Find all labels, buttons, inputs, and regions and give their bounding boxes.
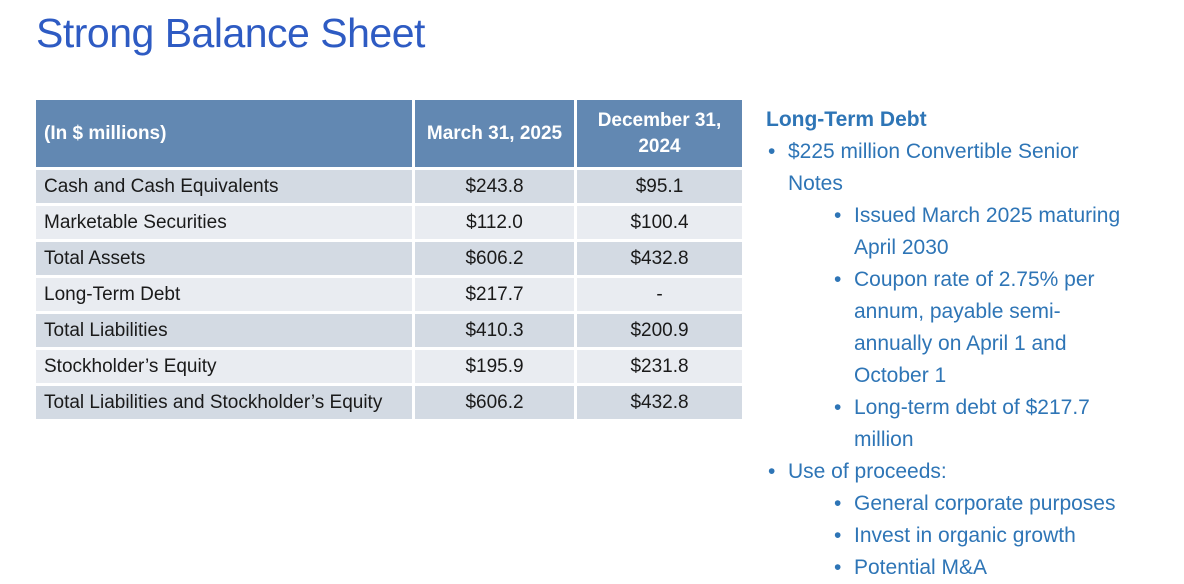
row-label: Stockholder’s Equity bbox=[35, 349, 414, 385]
table-row-stockholders-equity bbox=[35, 349, 744, 385]
column-header-march-31-2025: March 31, 2025 bbox=[414, 99, 576, 169]
bullet-list-level-1 bbox=[766, 136, 1176, 584]
table-row-total-liabilities-and-stockholders-equity bbox=[35, 385, 744, 421]
bullet-invest-organic-growth: • Invest in organic growth bbox=[832, 520, 1128, 552]
cell-mar-2025: $217.7 bbox=[414, 277, 576, 313]
cell-mar-2025: $410.3 bbox=[414, 313, 576, 349]
bullet-list-level-2 bbox=[832, 200, 1128, 456]
row-label: Total Liabilities and Stockholder’s Equity bbox=[35, 385, 414, 421]
bullet-issued-maturing: • Issued March 2025 maturing April 2030 bbox=[832, 200, 1128, 264]
column-header-december-31-2024: December 31, 2024 bbox=[576, 99, 744, 169]
cell-dec-2024: $100.4 bbox=[576, 205, 744, 241]
page-title: Strong Balance Sheet bbox=[36, 10, 425, 56]
bullet-convertible-notes bbox=[766, 136, 1128, 456]
bullet-text: Use of proceeds: bbox=[788, 460, 947, 483]
cell-mar-2025: $243.8 bbox=[414, 169, 576, 205]
bullet-long-term-debt-amount: • Long-term debt of $217.7 million bbox=[832, 392, 1128, 456]
row-label: Cash and Cash Equivalents bbox=[35, 169, 414, 205]
bullet-coupon-rate: • Coupon rate of 2.75% per annum, payable semi-annually on April 1 and October 1 bbox=[832, 264, 1128, 392]
row-label: Marketable Securities bbox=[35, 205, 414, 241]
balance-sheet-table bbox=[33, 97, 745, 422]
cell-dec-2024: $95.1 bbox=[576, 169, 744, 205]
cell-mar-2025: $606.2 bbox=[414, 241, 576, 277]
cell-dec-2024: $200.9 bbox=[576, 313, 744, 349]
cell-dec-2024: $432.8 bbox=[576, 241, 744, 277]
bullet-general-corporate-purposes: • General corporate purposes bbox=[832, 488, 1128, 520]
table-row-total-assets bbox=[35, 241, 744, 277]
long-term-debt-panel bbox=[766, 104, 1176, 584]
cell-dec-2024: $231.8 bbox=[576, 349, 744, 385]
table-row-long-term-debt bbox=[35, 277, 744, 313]
table-header bbox=[35, 99, 744, 169]
bullet-use-of-proceeds bbox=[766, 456, 1128, 584]
row-label: Total Assets bbox=[35, 241, 414, 277]
table-row-cash-and-cash-equivalents bbox=[35, 169, 744, 205]
cell-mar-2025: $195.9 bbox=[414, 349, 576, 385]
panel-heading: Long-Term Debt bbox=[766, 108, 927, 131]
table-header-row bbox=[35, 99, 744, 169]
bullet-list-level-2 bbox=[832, 488, 1128, 584]
table-row-total-liabilities bbox=[35, 313, 744, 349]
bullet-text: $225 million Convertible Senior Notes bbox=[788, 140, 1079, 195]
bullet-potential-ma: • Potential M&A bbox=[832, 552, 1128, 584]
table-row-marketable-securities bbox=[35, 205, 744, 241]
cell-mar-2025: $606.2 bbox=[414, 385, 576, 421]
row-label: Long-Term Debt bbox=[35, 277, 414, 313]
table-unit-label: (In $ millions) bbox=[35, 99, 414, 169]
table-body bbox=[35, 169, 744, 421]
cell-dec-2024: - bbox=[576, 277, 744, 313]
cell-dec-2024: $432.8 bbox=[576, 385, 744, 421]
row-label: Total Liabilities bbox=[35, 313, 414, 349]
cell-mar-2025: $112.0 bbox=[414, 205, 576, 241]
